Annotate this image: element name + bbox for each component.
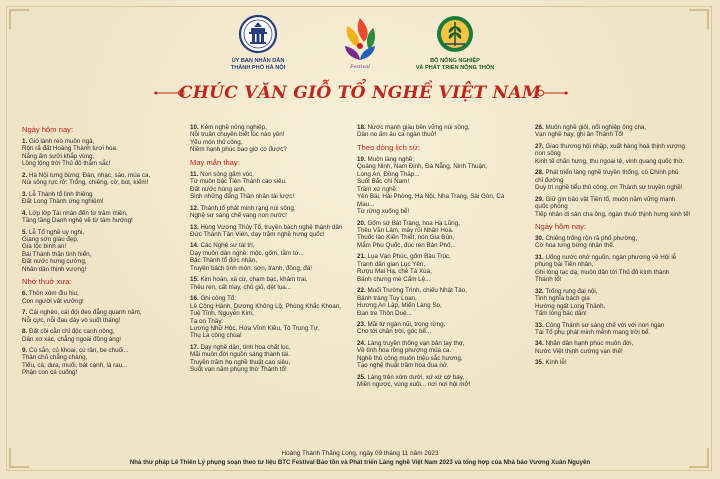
verse-number: 5.: [22, 228, 28, 236]
verse-text: Đất cồi cằn chỉ độc canh nông, Dân xơ xác, chẳng ngoài đồng áng!: [22, 328, 121, 343]
verse-text: Gió lành reo muôn ngả, Rộn rã đất Hoàng Thành tươi hoa. Nắng ấm sưởi khắp vùng, Lồng lộng trời Thủ đô thắm sắc!: [22, 138, 118, 168]
section-heading: May mắn thay:: [190, 157, 240, 167]
text-column-3: [357, 124, 517, 393]
verse-item: [190, 295, 350, 340]
verse-number: 15.: [190, 276, 199, 284]
verse-number: 31.: [535, 253, 544, 261]
verse-number: 8.: [22, 328, 28, 336]
verse-number: 19.: [357, 155, 366, 163]
verse-item: [190, 276, 350, 291]
verse-text: Cái nghèo, cái đói đeo đẳng quanh năm, Nỗi cực, nỗi đau dày vò suốt tháng!: [22, 309, 142, 324]
festival-emblem-icon: [337, 12, 383, 70]
footer: [0, 449, 720, 467]
verse-item: [22, 191, 182, 206]
verse-number: 32.: [535, 287, 544, 295]
section-heading: Ngày hôm nay:: [535, 221, 587, 231]
page-title: CHÚC VĂN GIỖ TỔ NGHỀ VIỆT NAM: [178, 83, 542, 103]
verse-item: [190, 205, 350, 220]
verse-number: 2.: [22, 171, 28, 179]
verse-text: Giao thương hội nhập, xuất hàng hoá thịnh vượng non sông Kinh tế chấn hưng, thu ngoại tệ, vinh quang quốc thờ.: [535, 142, 686, 165]
verse-item: [357, 340, 517, 370]
verse-item: [22, 138, 182, 168]
verse-number: 26.: [535, 124, 544, 131]
verse-item: [357, 374, 517, 389]
verse-item: [535, 143, 695, 165]
section-heading: Ngày hôm nay:: [22, 125, 74, 134]
verse-item: [22, 210, 182, 225]
verse-number: 10.: [190, 124, 199, 131]
verse-item: [535, 340, 695, 355]
verse-text: Thôn xóm đìu hiu, Con người vất vưởng!: [22, 290, 84, 305]
verse-number: 12.: [190, 204, 199, 212]
section-heading: Nhớ thuở xưa:: [22, 277, 72, 287]
title-ornament-right-icon: [536, 88, 570, 98]
verse-item: [357, 321, 517, 336]
verse-text: Các Nghệ sư tài trí, Dạy muôn dân nghề: mộc, gốm, tằm tơ... Bậc Thánh tổ đức nhân, Truyền bách tính món: sơn, tranh, đồng, đá!: [190, 242, 312, 272]
verse-number: 1.: [22, 138, 28, 145]
verse-item: [190, 242, 350, 272]
verse-item: [535, 196, 695, 218]
verse-number: 9.: [22, 346, 28, 354]
verse-item: [190, 224, 350, 239]
footer-credit-line: Nhà thư pháp Lê Thiên Lý phụng soạn theo tư liệu BTC Festival Bảo tồn và Phát triển Làng nghề Việt Nam 2023 và tổng hợp của Nhà báo Vương Xuân Nguyên: [129, 459, 591, 466]
verse-number: 14.: [190, 242, 199, 250]
verse-number: 11.: [190, 170, 199, 178]
verse-item: [22, 347, 182, 377]
verse-item: [535, 124, 695, 139]
verse-number: 21.: [357, 253, 366, 261]
frame-corner-ornament: [689, 9, 709, 29]
title-block: [150, 80, 570, 106]
verse-text: Làng trên xóm dưới, xứ xứ cờ bay, Miền ngược, vùng xuôi... nơi nơi hội mở!: [357, 373, 471, 389]
verse-text: Gốm sứ Bát Tràng, hoa Hạ Lũng, Thêu Văn Lâm, mây rũi Nhân Hoà. Thuốc lào Kiến Thiết, nón Gia Bún, Mắm Phú Quốc, đúc rèn Bản Phố...: [357, 219, 460, 249]
verse-item: [190, 171, 350, 201]
verse-number: 7.: [22, 309, 28, 317]
verse-text: Giữ gìn bảo vật Tiền tổ, muôn năm vững mạnh quốc phòng Tiếp nhân di sản cha ông, ngàn thuở thịnh hưng kinh tế!: [535, 195, 691, 218]
verse-text: Muôn nghề giỏi, nổi nghiệp ông cha, Vạn nghề hay, ghi ân Thánh Tổ!: [535, 124, 647, 139]
footer-date-line: Hoàng Thành Thăng Long, ngày 09 tháng 11 năm 2023: [281, 450, 439, 457]
verse-item: [357, 253, 517, 283]
verse-number: 33.: [535, 321, 544, 329]
verse-text: Muôn làng nghề: Quảng Ninh, Nam Định, Đà Nẵng, Ninh Thuận, Long An, Đồng Tháp... Suốt Bắc chí Nam! Trăm xứ nghề: Yên Bái, Hải Phòng, Hà Nội, Nha Trang, Sài Gòn, Cà Mau... Từ rừng xuống bể!: [357, 155, 505, 216]
verse-number: 6.: [22, 290, 28, 298]
verse-item: [22, 172, 182, 187]
verse-number: 35.: [535, 359, 544, 367]
verse-number: 30.: [535, 234, 544, 242]
verse-text: Trống rung đại nội, Tinh nghĩa bách gia Hướng ngất Long Thành, Tấm lòng bác dân!: [535, 287, 606, 318]
verse-item: [535, 359, 695, 366]
festival-logo: [333, 12, 387, 74]
verse-text: Chiêng trống rộn rã phố phường, Cờ hoa tưng bừng nhân thế.: [535, 234, 638, 250]
verse-text: Nước mạnh giàu bền vững núi sông, Dân no ấm âu ca ngàn thuở!: [357, 124, 470, 139]
verse-item: [190, 344, 350, 374]
ministry-agriculture-label-line2: VÀ PHÁT TRIỂN NÔNG THÔN: [415, 64, 495, 71]
ministry-agriculture-logo: [410, 14, 500, 71]
verse-number: 20.: [357, 219, 366, 227]
text-column-4: [535, 124, 695, 371]
verse-text: Lễ Thành tổ linh thiêng Đất Long Thành ứng nghiệm!: [22, 190, 104, 206]
verse-number: 16.: [190, 295, 199, 303]
ministry-agriculture-emblem-icon: [435, 14, 475, 54]
verse-text: Nhân dân hạnh phúc muôn đời, Nước Việt thịnh cường vạn thế!: [535, 340, 634, 355]
verse-number: 18.: [357, 124, 366, 131]
verse-text: Kính lễ!: [543, 359, 567, 367]
section-heading: Theo dòng lịch sử:: [357, 142, 420, 152]
verse-item: [22, 328, 182, 343]
hanoi-committee-label-line1: ỦY BAN NHÂN DÂN: [231, 58, 285, 64]
verse-text: Hà Nội tưng bừng: Đàn, nhạc, sáo, múa ca, Núi sông rực rỡ: Trống, chiêng, cờ, bút, kiếm!: [22, 171, 151, 187]
verse-number: 13.: [190, 223, 199, 231]
verse-text: Phát triển làng nghề truyền thống, có Chính phủ chỉ đường Duy trì nghề tiểu thủ công, ơn Thánh sư truyền nghề!: [535, 169, 683, 192]
verse-text: Cù sắn, củ khoai, cù rân, be chuối... Thân chủ chẳng chàng, Tiểu, cà, dưa, muối, bát cạnh, lá rau... Phận con cá cuống!: [22, 346, 129, 377]
verse-text: Lễ Tổ nghề uy nghi, Giang sơn giàu đẹp, Gia tộc bình an! Bái Thành thần tinh hiển, Đất nước hưng cường, Nhân dân thịnh vượng!: [22, 228, 92, 273]
verse-text: Non sông gấm vóc, Từ muôn bậc Tiên Thánh cao siêu. Đất nước hùng anh, Sinh những đấng Thần nhân tài lược!: [190, 170, 295, 201]
text-column-1: [22, 124, 182, 381]
verse-item: [535, 288, 695, 318]
verse-text: Thánh tổ phát minh rạng núi sông, Nghệ sư sáng chế vang non nước!: [190, 204, 296, 220]
verse-item: [22, 229, 182, 274]
verse-text: Lụa Vạn Phúc, gốm Bàu Trúc, Tranh dân gian Lục Yên, Rượu Mai Hạ, chè Tà Xùa, Bánh chưng mè Cẩm Lệ...: [357, 253, 451, 283]
verse-item: [22, 309, 182, 324]
verse-item: [535, 322, 695, 337]
ha-noi-emblem-icon: [238, 14, 278, 54]
verse-item: [357, 220, 517, 250]
verse-text: Kim hoàn, xà cừ, chạm bạc, khảm trai, Thêu ren, cất may, chủ giỏ, dệt lụa...: [190, 276, 308, 291]
verse-number: 23.: [357, 320, 366, 328]
verse-text: Làng truyền thống vạn bản tay thợ, Về tình hoa rồng phượng múa ca. Nghề thủ công muôn triệu sắc hương, Tạo nghệ thuật trăm hoa đua nở.: [357, 339, 465, 370]
verse-number: 25.: [357, 373, 366, 381]
verse-number: 17.: [190, 343, 199, 351]
text-column-2: [190, 124, 350, 378]
frame-corner-ornament: [9, 9, 29, 29]
verse-text: Công Thánh sư sáng chế với với non ngàn Tài Tổ phụ phát minh mênh mang trời bể.: [535, 321, 665, 336]
verse-number: 28.: [535, 169, 544, 177]
verse-text: Hùng Vương Thủy Tổ, truyền bách nghệ thành dân Đức Thánh Tản Viên, dạy trăm nghề hưng quốc!: [190, 223, 343, 238]
verse-number: 34.: [535, 340, 544, 348]
hanoi-committee-logo: [218, 14, 298, 71]
verse-number: 4.: [22, 209, 28, 217]
verse-text: Uống nước nhớ nguồn, ngàn phương về Hội lễ phụng bái Tiên nhân, Ghi lòng tạc dạ, muôn dân tới Thủ đô kính thành Thánh tổ!: [535, 253, 677, 284]
verse-text: Muối Trường Trình, chiếu Nhật Tảo, Bánh tráng Tuy Loan, Hương An Lập, Miến Làng So, Đan tre Thôn Duệ...: [357, 287, 467, 317]
hanoi-committee-label-line2: THÀNH PHỐ HÀ NỘI: [230, 64, 286, 71]
verse-item: [357, 287, 517, 317]
verse-text: Dạy nghề dân, tình hoa chất lọc, Mãi muôn đời nguồn sáng thành tài. Truyền trăm họ nghề thuật cao siêu, Suốt vạn năm phụng thờ Thánh tổ!: [190, 343, 291, 374]
verse-number: 27.: [535, 142, 544, 150]
verse-item: [535, 169, 695, 191]
verse-number: 24.: [357, 339, 366, 347]
verse-text: Lớp lớp Tài nhân đến từ trăm miền, Tầng tầng Danh nghệ về từ tám hướng!: [22, 209, 133, 225]
ministry-agriculture-label-line1: BỘ NÔNG NGHIỆP: [430, 58, 480, 64]
verse-text: Mãi từ ngàn nũi, trong rừng, Cho tới chân trời, góc bể...: [357, 320, 446, 336]
verse-item: [357, 156, 517, 216]
verse-item: [535, 235, 695, 250]
verse-number: 22.: [357, 287, 366, 295]
verse-number: 29.: [535, 195, 544, 203]
svg-text:Festival: Festival: [350, 64, 370, 70]
verse-text: Ghi công Tổ: Lê Công Hành, Dương Không Lộ, Phùng Khắc Khoan, Tuệ Tĩnh, Nguyễn Kim, Tạ on Thầy: Lương Nhữ Hộc, Hứa Vĩnh Kiều, Tô Trung Tự, Thụ La công chúa!: [190, 295, 342, 340]
verse-number: 3.: [22, 190, 28, 198]
verse-item: [22, 290, 182, 305]
verse-text: Kém nghề nông nghiệp, Nỗi truân chuyên biết lúc nào yên! Yếu món thủ công, Niềm hạnh phúc bao giờ có được?: [190, 124, 287, 154]
verse-item: [357, 124, 517, 139]
verse-item: [535, 254, 695, 284]
verse-item: [190, 124, 350, 154]
